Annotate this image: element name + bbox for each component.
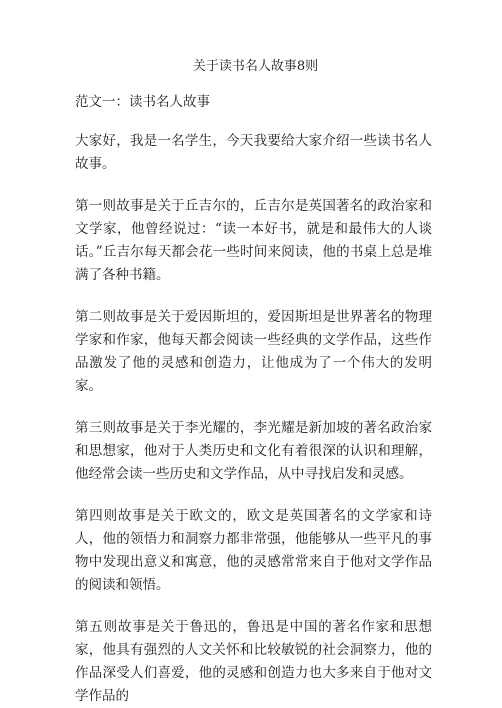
- paragraph-story-4: 第四则故事是关于欧文的，欧文是英国著名的文学家和诗人，他的领悟力和洞察力都非常强，他能够从一些平凡的事物中发现出意义和寓意，他的灵感常常来自于他对文学作品的阅读和领悟。: [75, 508, 432, 593]
- paragraph-story-3: 第三则故事是关于李光耀的，李光耀是新加坡的著名政治家和思想家，他对于人类历史和文化有着很深的认识和理解，他经常会读一些历史和文学作品，从中寻找启发和灵感。: [75, 420, 432, 482]
- paragraph-story-1: 第一则故事是关于丘吉尔的，丘吉尔是英国著名的政治家和文学家，他曾经说过：“读一本好书，就是和最伟大的人谈话。”丘吉尔每天都会花一些时间来阅读，他的书桌上总是堆满了各种书籍。: [75, 198, 432, 283]
- paragraph-intro: 大家好，我是一名学生，今天我要给大家介绍一些读书名人故事。: [75, 133, 432, 172]
- document-body: [75, 130, 432, 708]
- document-title: 关于读书名人故事8则: [192, 59, 319, 74]
- paragraph-story-5: 第五则故事是关于鲁迅的，鲁迅是中国的著名作家和思想家，他具有强烈的人文关怀和比较敏锐的社会洞察力，他的作品深受人们喜爱，他的灵感和创造力也大多来自于他对文学作品的: [75, 619, 432, 704]
- section-heading: 范文一：读书名人故事: [75, 94, 210, 110]
- paragraph-story-2: 第二则故事是关于爱因斯坦的，爱因斯坦是世界著名的物理学家和作家，他每天都会阅读一些经典的文学作品，这些作品激发了他的灵感和创造力，让他成为了一个伟大的发明家。: [75, 309, 432, 394]
